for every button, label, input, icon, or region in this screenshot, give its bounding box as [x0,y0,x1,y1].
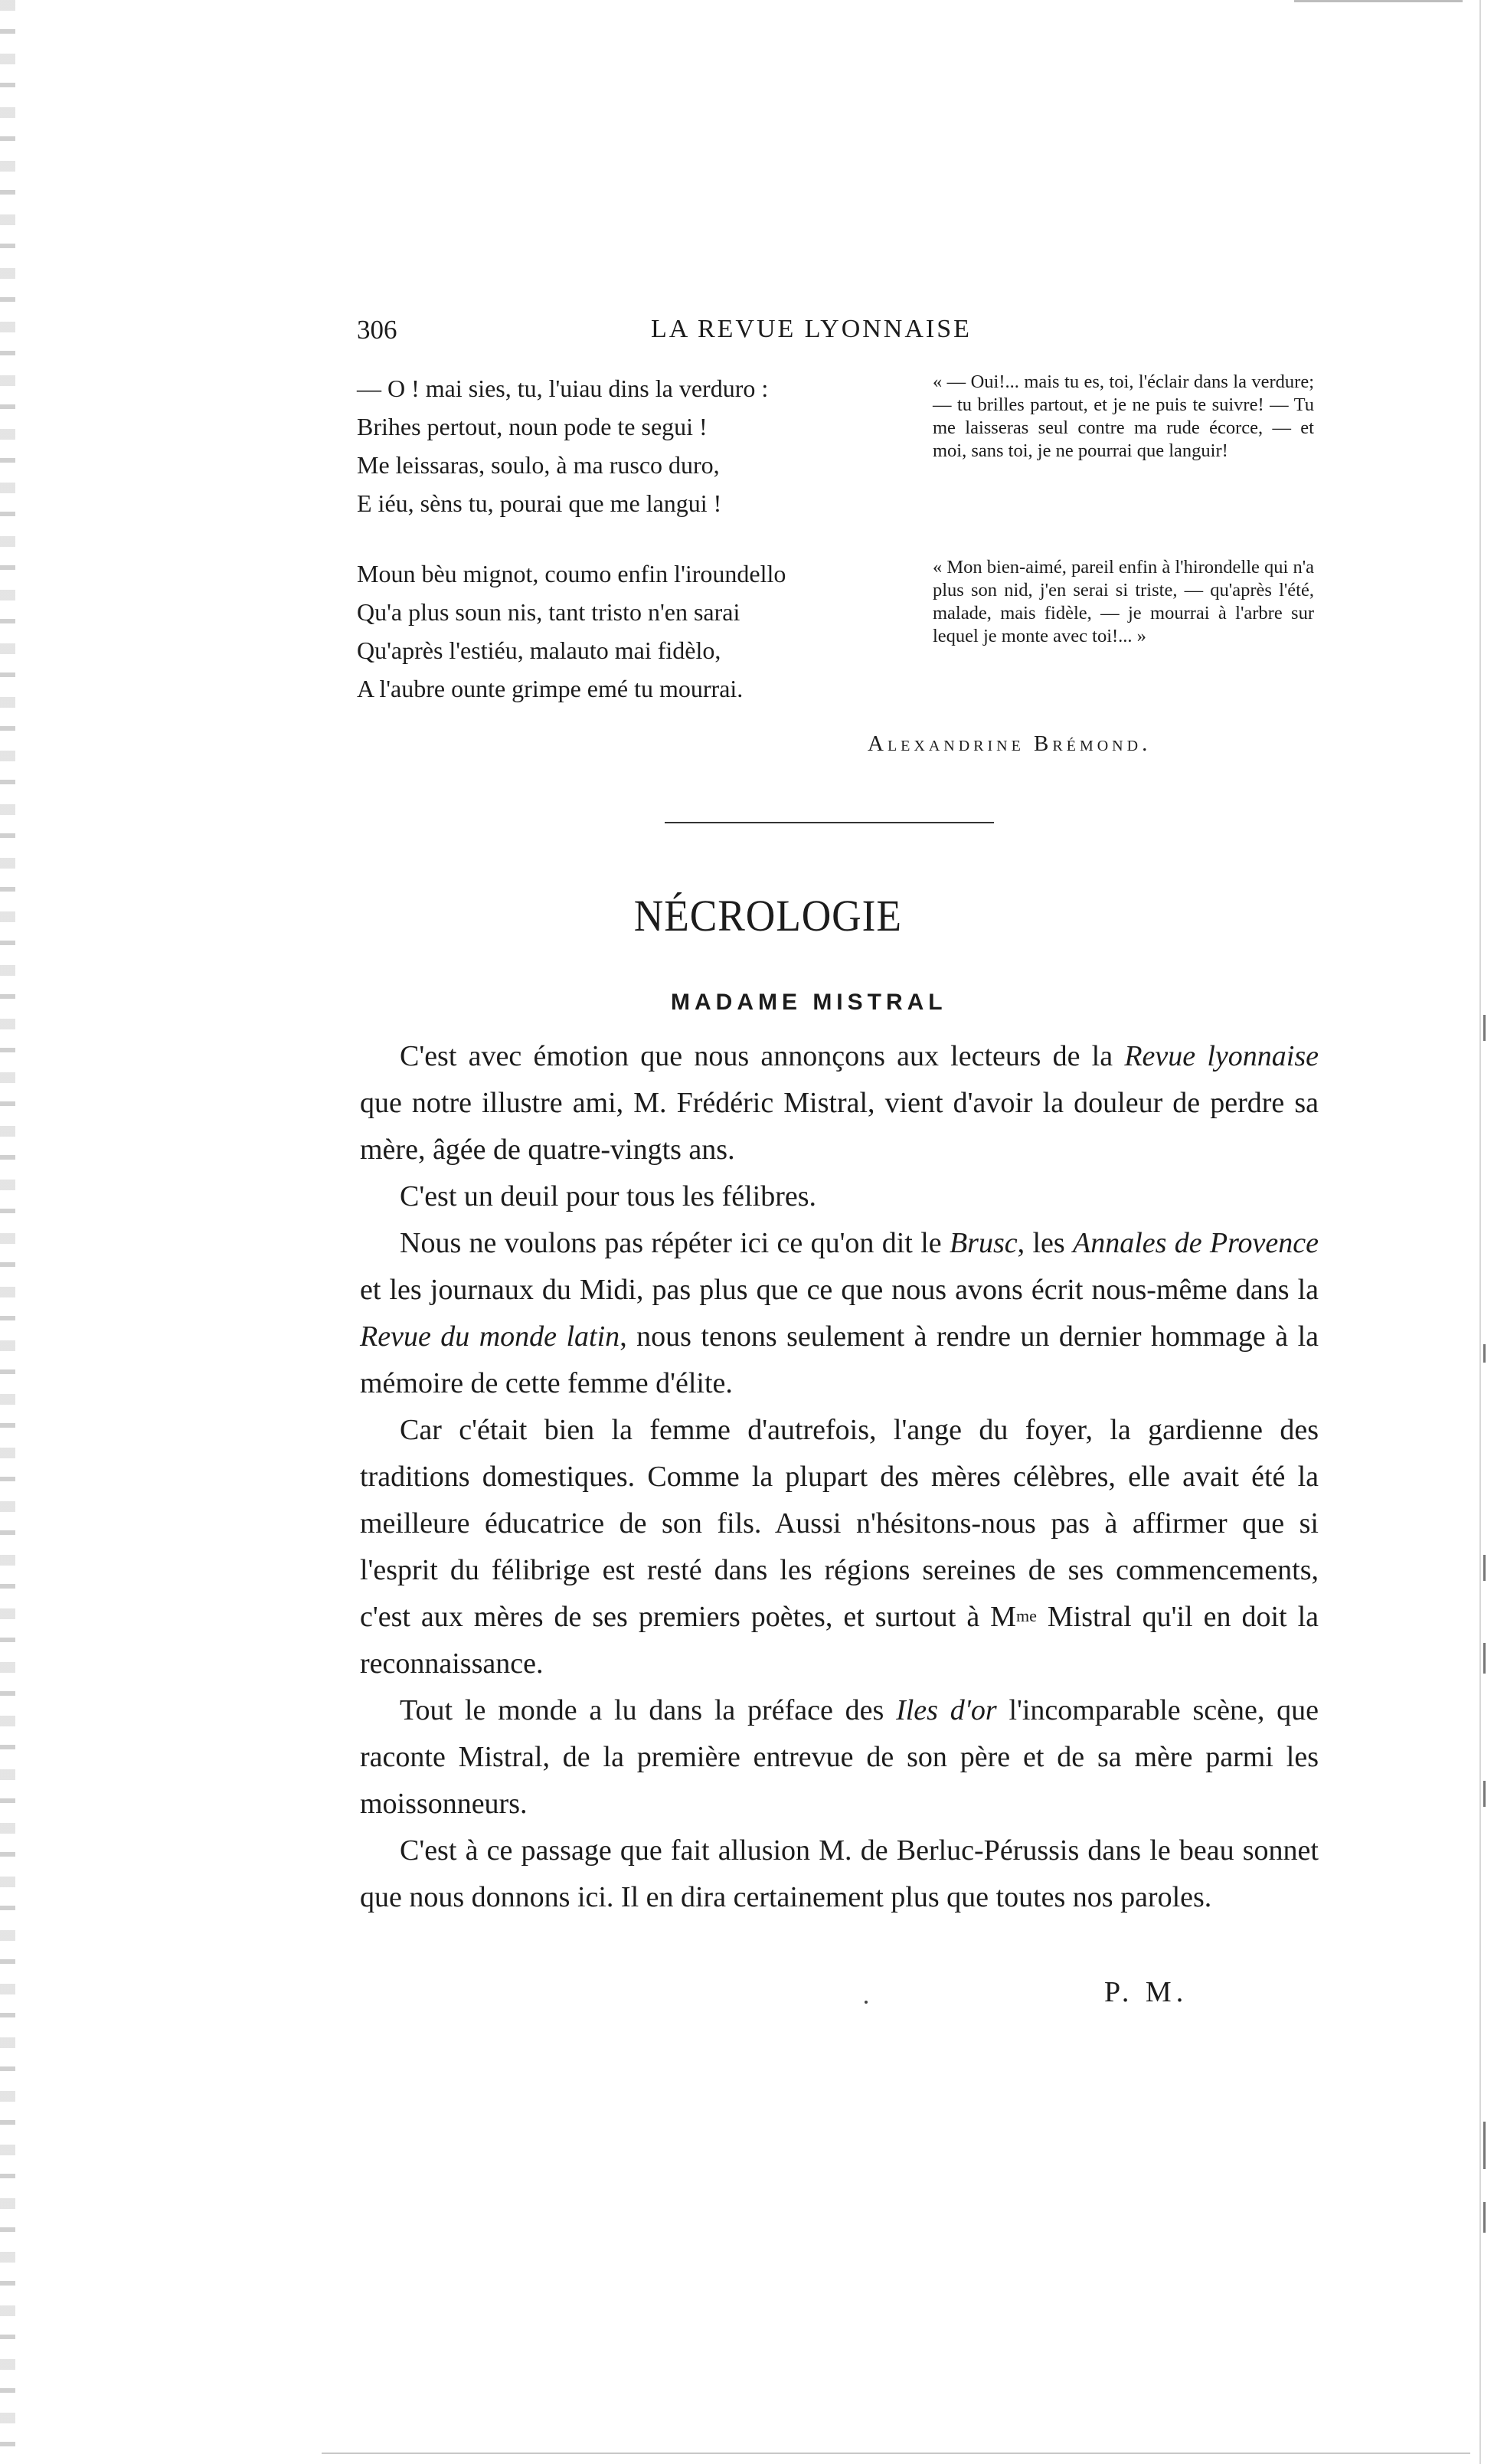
scan-top-edge [1294,0,1463,2]
section-title: NÉCROLOGIE [633,891,902,941]
text-run: et les journaux du Midi, pas plus que ce que nous avons écrit nous-même dans la [360,1274,1319,1306]
paragraph [360,1687,1319,1828]
poem-line: A l'aubre ounte grimpe emé tu mourrai. [357,675,744,702]
italic-title: Revue du monde latin [360,1320,620,1353]
poem-line: E iéu, sèns tu, pourai que me langui ! [357,489,722,517]
scan-mark [1483,2122,1486,2169]
text-run: Mistral qu'il en doit la reconnaissance. [360,1601,1319,1680]
italic-title: Annales de Provence [1072,1227,1319,1259]
scan-mark [1483,2202,1486,2233]
scan-bottom-edge [322,2453,1470,2454]
paragraph [360,1828,1319,1921]
article-body [360,1033,1319,1921]
text-run: , nous tenons seulement à rendre un dernier hommage à la mémoire de cette femme d'élite. [360,1320,1319,1399]
scan-speck [865,2001,868,2004]
scan-right-edge [1479,0,1492,2464]
text-run: que notre illustre ami, M. Frédéric Mistral, vient d'avoir la douleur de perdre sa mère, âgée de quatre-vingts ans. [360,1087,1319,1166]
poem-line: Brihes pertout, noun pode te segui ! [357,413,708,440]
paragraph [360,1220,1319,1407]
poem-line: Moun bèu mignot, coumo enfin l'iroundello [357,560,786,587]
italic-title: Iles d'or [896,1694,997,1726]
scan-left-edge [0,0,15,2464]
poem-line: Qu'a plus soun nis, tant tristo n'en sarai [357,598,740,626]
poem-stanza-1 [357,369,878,522]
text-run: Tout le monde a lu dans la préface des [400,1694,897,1726]
text-run: C'est avec émotion que nous annonçons aux lecteurs de la [400,1040,1125,1072]
scan-mark [1483,1344,1486,1363]
translation-stanza-2: « Mon bien-aimé, pareil enfin à l'hirondelle qui n'a plus son nid, j'en serai si triste, — qu'après l'été, malade, mais fidèle, — je mourrai à l'arbre sur lequel je monte avec toi!... » [933,557,1314,646]
italic-title: Revue lyonnaise [1124,1040,1319,1072]
scan-mark [1483,1643,1486,1674]
scan-mark [1483,1555,1486,1581]
scan-mark [1483,1781,1486,1807]
text-run: , les [1017,1227,1073,1259]
italic-title: Brusc [949,1227,1018,1259]
text-run: C'est un deuil pour tous les félibres. [400,1180,817,1212]
superscript: me [1015,1606,1037,1625]
text-run: Nous ne voulons pas répéter ici ce qu'on dit le [400,1227,950,1259]
text-run: C'est à ce passage que fait allusion M. de Berluc-Pérussis dans le beau sonnet que nous donnons ici. Il en dira certainement plus que toutes nos paroles. [360,1834,1319,1913]
paragraph [360,1407,1319,1687]
poem-stanza-2 [357,555,878,708]
paragraph [360,1173,1319,1220]
poem-line: Qu'après l'estiéu, malauto mai fidèlo, [357,636,721,664]
section-divider [665,822,994,823]
poem-line: — O ! mai sies, tu, l'uiau dins la verduro : [357,375,769,402]
author-initials: P. M. [1104,1976,1188,2008]
text-run: Car c'était bien la femme d'autrefois, l'ange du foyer, la gardienne des traditions domestiques. Comme la plupart des mères célèbres, elle avait été la meilleure éducatrice de son fils. Aussi n'hésitons-nous pas à affirmer que si l'esprit du félibrige est resté dans les régions sereines de ses commencements, c'est aux mères de ses premiers poètes, et surtout à M [360,1414,1319,1633]
page-number: 306 [357,315,397,345]
paragraph [360,1033,1319,1173]
scan-mark [1483,1015,1486,1041]
running-head: LA REVUE LYONNAISE [651,315,972,343]
poem-line: Me leissaras, soulo, à ma rusco duro, [357,451,720,479]
article-subtitle: MADAME MISTRAL [671,990,947,1015]
text-run: l'incomparable scène, que raconte Mistral, de la première entrevue de son père et de sa mère parmi les moissonneurs. [360,1694,1319,1820]
poem-author: Alexandrine Brémond. [868,731,1152,756]
translation-stanza-1: « — Oui!... mais tu es, toi, l'éclair dans la verdure; — tu brilles partout, et je ne puis te suivre! — Tu me laisseras seul contre ma rude écorce, — et moi, sans toi, je ne pourrai que languir! [933,371,1314,461]
